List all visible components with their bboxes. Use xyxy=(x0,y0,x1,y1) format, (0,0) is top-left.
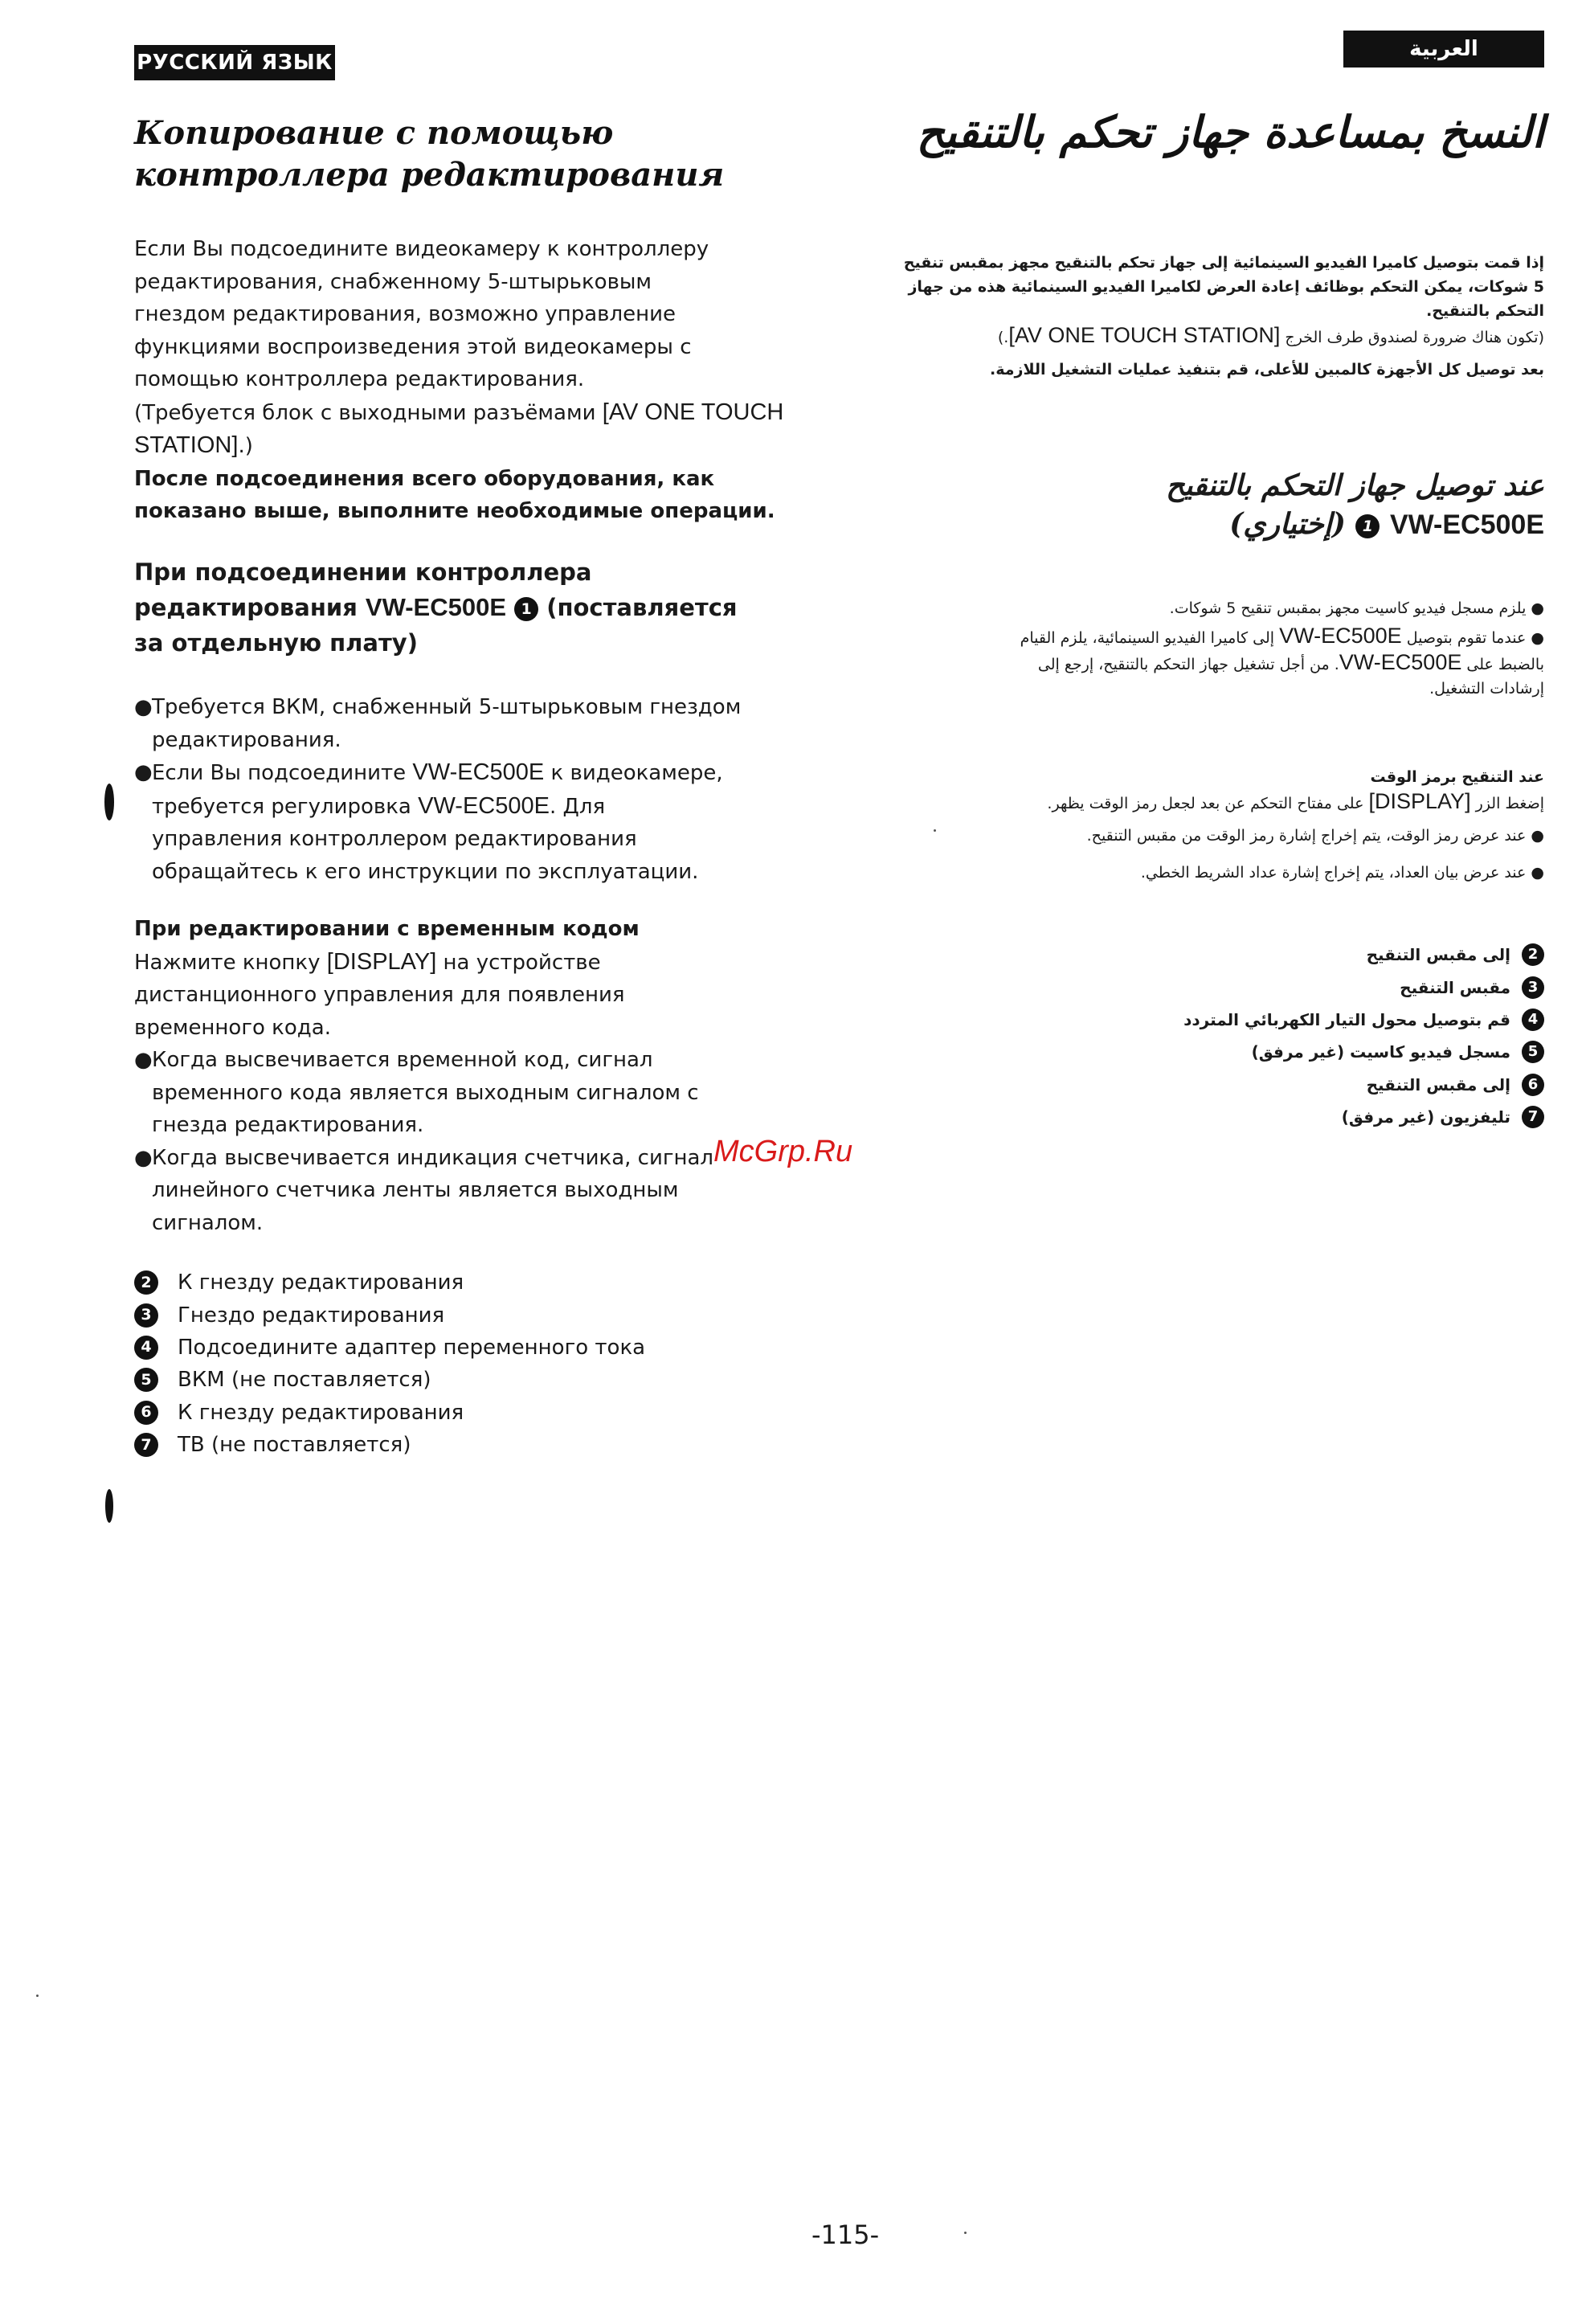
ru-tc-display-button-label: [DISPLAY] xyxy=(326,948,437,975)
legend-item xyxy=(1142,939,1544,971)
ar-tc-display-button-label: [DISPLAY] xyxy=(1368,789,1471,813)
ar-sub-post: (إختياري) xyxy=(1229,507,1346,541)
legend-item xyxy=(134,1429,777,1461)
ru-requirement xyxy=(134,396,793,463)
ru-bullet-line: сигналом. xyxy=(152,1210,264,1235)
ar-bullet-text: عند عرض بيان العداد، يتم إخراج إشارة عداد الشريط الخطي. xyxy=(1140,864,1527,882)
legend-label: تليفزيون (غير مرفق) xyxy=(1341,1107,1510,1127)
ar-title: النسخ بمساعدة جهاز تحكم بالتنقيح xyxy=(916,106,1544,158)
speck xyxy=(964,2232,967,2234)
ar-b2-l2-pre: بالضبط على xyxy=(1461,656,1544,673)
ar-requirement xyxy=(861,323,1544,350)
ru-sub1-pre: редактирования xyxy=(134,594,366,621)
number-7-icon: 7 xyxy=(1522,1106,1544,1128)
ar-intro xyxy=(861,251,1544,382)
ar-parts-legend xyxy=(1142,939,1544,1133)
ru-bullet-line: линейного счетчика ленты является выходным xyxy=(152,1178,679,1202)
language-tab-russian: РУССКИЙ ЯЗЫК xyxy=(134,45,335,80)
legend-label: مقبس التنقيح xyxy=(1400,977,1510,997)
legend-label: قم بتوصيل محول التيار الكهربائي المتردد xyxy=(1183,1009,1510,1029)
ru-req-suffix: .) xyxy=(238,434,253,458)
ru-tc-post: на устройстве xyxy=(436,950,601,975)
ar-bullet-text: عند عرض رمز الوقت، يتم إخراج إشارة رمز الوقت من مقبس التنقيح. xyxy=(1086,827,1527,845)
ru-bullet-line xyxy=(152,756,723,790)
ar-bullet-timecode: ● عند عرض رمز الوقت، يتم إخراج إشارة رمز الوقت من مقبس التنقيح. xyxy=(1086,827,1544,845)
ar-b2-model: VW-EC500E xyxy=(1279,624,1402,648)
ar-timecode-section xyxy=(837,765,1544,885)
ru-bullet-timecode xyxy=(134,1044,793,1142)
ru-intro xyxy=(134,233,793,528)
legend-item xyxy=(134,1332,777,1364)
number-1-icon: 1 xyxy=(1355,514,1380,538)
ar-b2-l2-post: . من أجل تشغيل جهاز التحكم بالتنقيح، إرجع إلى xyxy=(1037,656,1339,673)
ru-bullets-1 xyxy=(134,691,793,888)
number-3-icon: 3 xyxy=(1522,976,1544,999)
ar-b2-l2-model: VW-EC500E xyxy=(1339,650,1462,674)
ru-intro-line: помощью контроллера редактирования. xyxy=(134,367,585,391)
ar-bullet-counter: ● عند عرض بيان العداد، يتم إخراج إشارة عداد الشريط الخطي. xyxy=(1140,864,1544,882)
ru-b2-pre: Если Вы подсоедините xyxy=(152,761,413,785)
ar-req-pre: (تكون هناك ضرورة لصندوق طرف الخرج xyxy=(1280,329,1544,346)
ar-sub-model: VW-EC500E xyxy=(1389,509,1544,540)
legend-label: مسجل فيديو كاسيت (غير مرفق) xyxy=(1251,1042,1510,1062)
page-number: -115- xyxy=(811,2220,880,2250)
ru-intro-line: редактирования, снабженному 5-штырьковым xyxy=(134,269,652,294)
ru-req-prefix: (Требуется блок с выходными разъёмами xyxy=(134,400,603,425)
legend-label: Подсоедините адаптер переменного тока xyxy=(178,1335,646,1360)
bullet-icon: ● xyxy=(134,1048,153,1072)
ru-bullet-line: Когда высвечивается временной код, сигнал xyxy=(152,1048,653,1072)
number-4-icon: 4 xyxy=(1522,1009,1544,1031)
number-2-icon: 2 xyxy=(134,1270,158,1295)
legend-item xyxy=(134,1299,777,1331)
number-7-icon: 7 xyxy=(134,1433,158,1457)
legend-label: К гнезду редактирования xyxy=(178,1270,464,1295)
legend-item xyxy=(1142,971,1544,1003)
ar-subheading-controller xyxy=(853,466,1544,544)
ru-subheading-controller xyxy=(134,554,793,661)
legend-item xyxy=(134,1266,777,1299)
legend-item xyxy=(1142,1004,1544,1036)
ar-sub-line2 xyxy=(853,505,1544,544)
ru-bullet-line: Требуется ВКМ, снабженный 5-штырьковым гнездом xyxy=(152,695,742,719)
ar-req-station: [AV ONE TOUCH STATION] xyxy=(1008,323,1281,347)
ru-b2-l2-pre: требуется регулировка xyxy=(152,794,419,819)
number-5-icon: 5 xyxy=(134,1368,158,1392)
ar-intro-line: إذا قمت بتوصيل كاميرا الفيديو السينمائية إلى جهاز تحكم بالتنقيح مجهز بمقبس تنقيح xyxy=(903,254,1544,272)
ru-sub1-line2 xyxy=(134,590,793,625)
ru-bullet-counter xyxy=(134,1142,793,1240)
ar-tc-line xyxy=(837,789,1544,816)
ar-timecode-heading: عند التنقيح برمز الوقت xyxy=(1370,768,1544,786)
legend-label: إلى مقبس التنقيح xyxy=(1366,945,1510,965)
ru-after-line: показано выше, выполните необходимые операции. xyxy=(134,499,775,523)
number-5-icon: 5 xyxy=(1522,1041,1544,1063)
ru-bullet-line xyxy=(152,790,723,824)
number-2-icon: 2 xyxy=(1522,943,1544,966)
legend-item xyxy=(1142,1036,1544,1068)
legend-label: Гнездо редактирования xyxy=(178,1303,445,1328)
ar-bullet-vcr: ● يلزم مسجل فيديو كاسيت مجهز بمقبس تنقيح 5 شوكات. xyxy=(1169,599,1544,617)
ar-bullets-1 xyxy=(837,596,1544,701)
language-tab-arabic: العربية xyxy=(1343,31,1544,68)
ru-bullet-line: гнезда редактирования. xyxy=(152,1113,424,1137)
bullet-icon: ● xyxy=(134,695,153,719)
ru-tc-line: временного кода. xyxy=(134,1015,331,1040)
ru-after-line: После подсоединения всего оборудования, как xyxy=(134,466,715,491)
legend-label: К гнезду редактирования xyxy=(178,1400,464,1425)
bullet-icon: ● xyxy=(134,760,153,784)
ru-sub1-line1: При подсоединении контроллера xyxy=(134,558,592,586)
legend-label: ВКМ (не поставляется) xyxy=(178,1368,431,1393)
legend-item xyxy=(134,1364,777,1396)
binding-mark xyxy=(104,784,114,820)
ru-sub1-post: (поставляется xyxy=(538,594,738,621)
ar-b2-post: إلى كاميرا الفيديو السينمائية، يلزم القيام xyxy=(1020,629,1280,647)
number-1-icon: 1 xyxy=(514,597,538,621)
ar-bullet-line: إرشادات التشغيل. xyxy=(1429,680,1544,698)
ru-tc-line xyxy=(134,946,793,980)
ru-intro-line: Если Вы подсоедините видеокамеру к контроллеру xyxy=(134,237,709,261)
ru-bullet-line: обращайтесь к его инструкции по эксплуатации. xyxy=(152,859,699,884)
legend-item xyxy=(1142,1069,1544,1101)
legend-label: ТВ (не поставляется) xyxy=(178,1433,411,1458)
watermark: McGrp.Ru xyxy=(713,1135,853,1168)
ru-b2-model: VW-EC500E xyxy=(412,759,545,785)
ar-after: بعد توصيل كل الأجهزة كالمبين للأعلى، قم بتنفيذ عمليات التشغيل اللازمة. xyxy=(990,361,1544,378)
ru-intro-line: гнездом редактирования, возможно управление xyxy=(134,302,676,326)
ar-intro-line: التحكم بالتنقيح. xyxy=(1426,302,1544,320)
number-4-icon: 4 xyxy=(134,1336,158,1360)
ru-req-station: [AV ONE TOUCH STATION] xyxy=(134,399,784,458)
ru-b2-post: к видеокамере, xyxy=(544,761,723,785)
ru-b2-l2-model: VW-EC500E xyxy=(418,792,550,819)
ru-bullet-line: временного кода является выходным сигналом с xyxy=(152,1080,699,1105)
legend-item xyxy=(1142,1101,1544,1133)
ar-req-post: .) xyxy=(997,329,1009,346)
ru-sub1-line3: за отдельную плату) xyxy=(134,629,418,657)
ar-intro-line: 5 شوكات، يمكن التحكم بوظائف إعادة العرض لكاميرا الفيديو السينمائية هذه من جهاز xyxy=(908,278,1544,296)
speck xyxy=(934,829,936,832)
ru-parts-legend xyxy=(134,1266,777,1461)
ru-sub1-model: VW-EC500E xyxy=(365,593,507,621)
ru-bullet-vcr xyxy=(134,691,793,756)
bullet-icon: ● xyxy=(134,1145,153,1170)
ar-sub-line1: عند توصيل جهاز التحكم بالتنقيح xyxy=(1166,468,1544,502)
number-3-icon: 3 xyxy=(134,1303,158,1328)
ru-bullet-line: редактирования. xyxy=(152,727,341,752)
ar-b2-pre: عندما تقوم بتوصيل xyxy=(1401,629,1527,647)
ru-b2-l2-post: . Для xyxy=(549,794,606,819)
ar-tc-pre: إضغط الزر xyxy=(1470,795,1544,812)
ru-subheading-timecode: При редактировании с временным кодом xyxy=(134,917,640,941)
ru-tc-pre: Нажмите кнопку xyxy=(134,950,327,975)
number-6-icon: 6 xyxy=(1522,1074,1544,1096)
number-6-icon: 6 xyxy=(134,1401,158,1425)
speck xyxy=(36,1995,39,1997)
legend-label: إلى مقبس التنقيح xyxy=(1366,1074,1510,1094)
ar-bullet-adjust: ● عندما تقوم بتوصيل VW-EC500E إلى كاميرا الفيديو السينمائية، يلزم القيام xyxy=(1020,624,1544,648)
ru-bullet-line: Когда высвечивается индикация счетчика, сигнал xyxy=(152,1145,714,1170)
ru-bullet-line: управления контроллером редактирования xyxy=(152,827,637,851)
ru-tc-line: дистанционного управления для появления xyxy=(134,983,625,1007)
legend-item xyxy=(134,1397,777,1429)
ru-timecode-section xyxy=(134,913,793,1239)
binding-mark xyxy=(105,1489,113,1523)
ar-bullet-line xyxy=(837,650,1544,677)
ar-tc-post: على مفتاح التحكم عن بعد لجعل رمز الوقت يظهر. xyxy=(1047,795,1369,812)
ru-bullet-adjust xyxy=(134,756,793,888)
ar-bullet-text: يلزم مسجل فيديو كاسيت مجهز بمقبس تنقيح 5 شوكات. xyxy=(1169,599,1527,617)
ru-title: Копирование с помощью контроллера редактирования xyxy=(134,114,725,194)
ru-intro-line: функциями воспроизведения этой видеокамеры с xyxy=(134,334,692,359)
